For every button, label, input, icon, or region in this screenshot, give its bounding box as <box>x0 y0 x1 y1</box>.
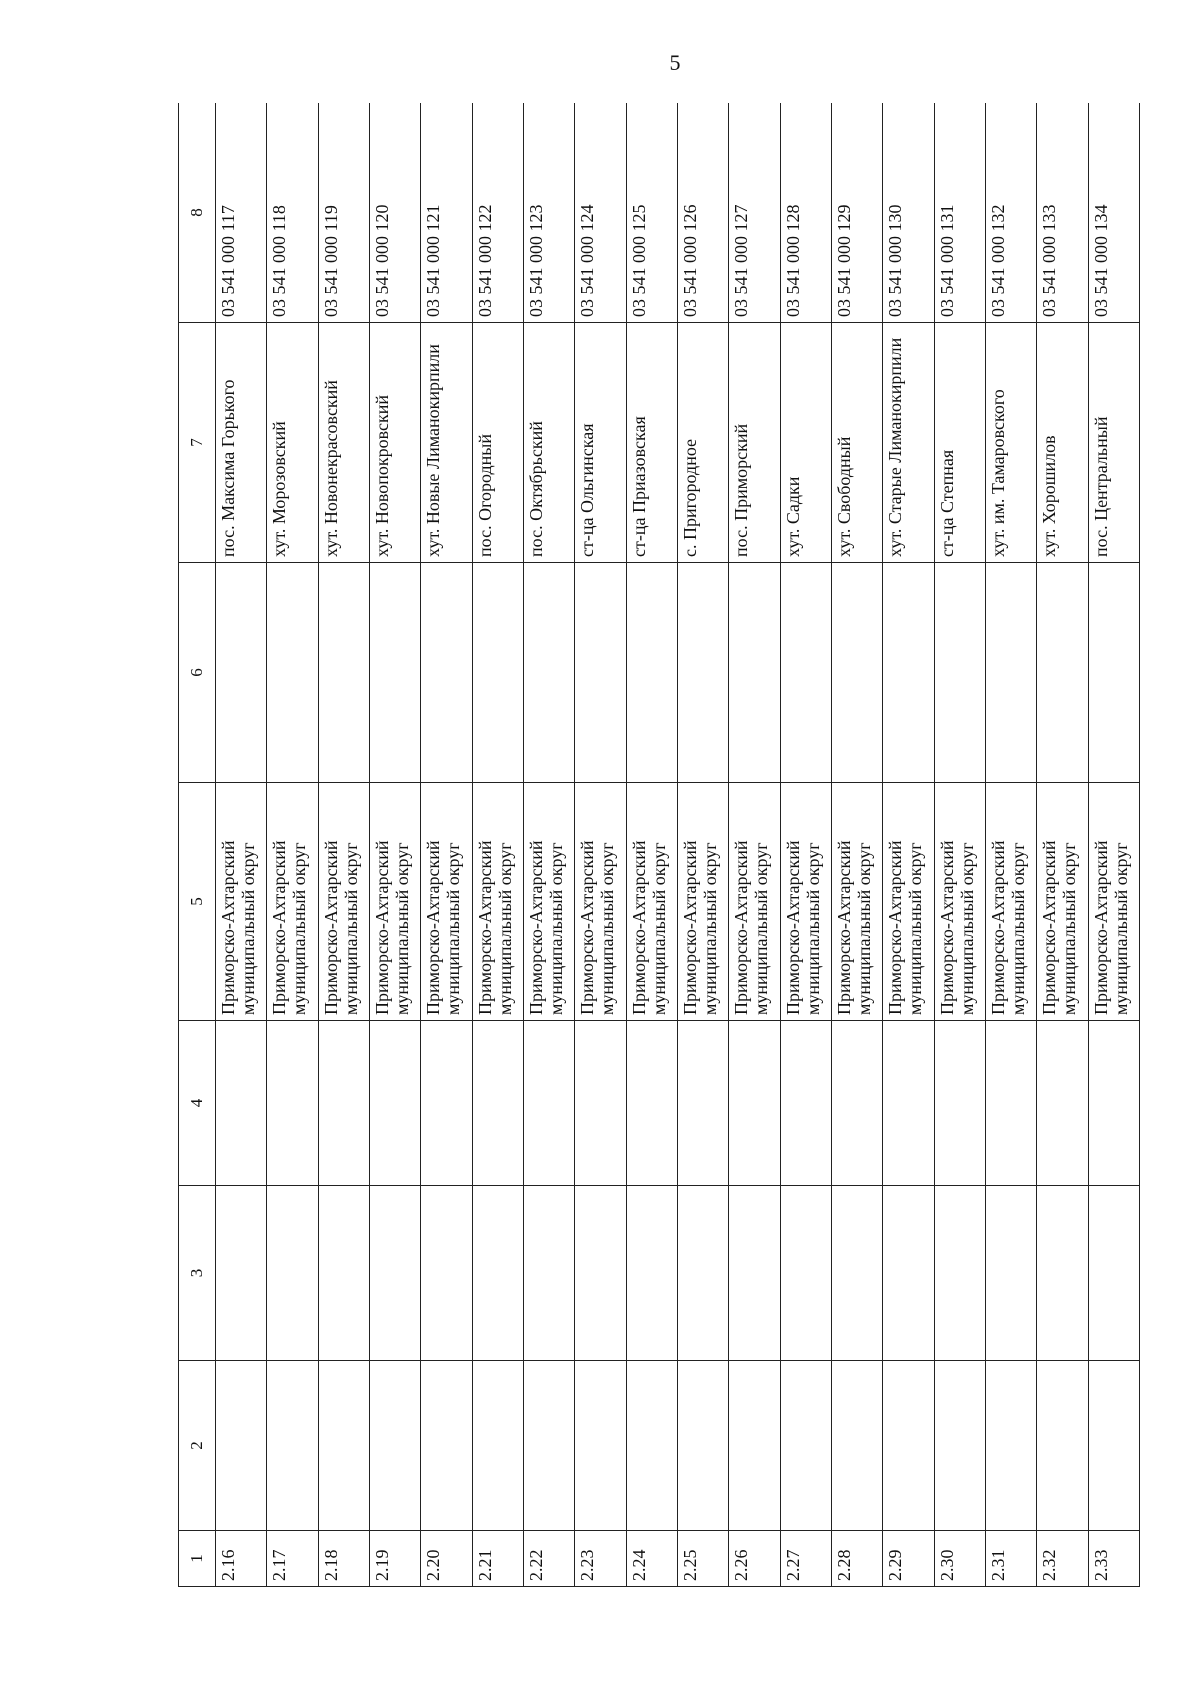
district-cell: Приморско-Ахтарский муниципальный округ <box>831 783 882 1021</box>
empty-cell-6 <box>369 563 420 783</box>
header-col-6: 6 <box>179 563 216 783</box>
table-row <box>780 103 831 1587</box>
empty-cell-3 <box>267 1186 318 1361</box>
settlement-cell: хут. Новопокровский <box>369 323 420 563</box>
empty-cell-6 <box>523 563 574 783</box>
district-cell: Приморско-Ахтарский муниципальный округ <box>985 783 1036 1021</box>
okato-code-cell: 03 541 000 120 <box>369 103 420 323</box>
empty-cell-2 <box>318 1361 369 1531</box>
district-cell: Приморско-Ахтарский муниципальный округ <box>1088 783 1139 1021</box>
row-number-cell: 2.21 <box>472 1531 523 1587</box>
okato-code-cell: 03 541 000 127 <box>729 103 780 323</box>
district-cell: Приморско-Ахтарский муниципальный округ <box>267 783 318 1021</box>
empty-cell-4 <box>677 1021 728 1186</box>
row-number-cell: 2.17 <box>267 1531 318 1587</box>
district-cell: Приморско-Ахтарский муниципальный округ <box>523 783 574 1021</box>
table-row <box>677 103 728 1587</box>
header-col-8: 8 <box>179 103 216 323</box>
empty-cell-3 <box>472 1186 523 1361</box>
district-cell: Приморско-Ахтарский муниципальный округ <box>677 783 728 1021</box>
district-cell: Приморско-Ахтарский муниципальный округ <box>883 783 934 1021</box>
settlement-cell: пос. Приморский <box>729 323 780 563</box>
empty-cell-6 <box>267 563 318 783</box>
empty-cell-3 <box>831 1186 882 1361</box>
okato-code-cell: 03 541 000 134 <box>1088 103 1139 323</box>
table-row <box>831 103 882 1587</box>
row-number-cell: 2.22 <box>523 1531 574 1587</box>
row-number-cell: 2.26 <box>729 1531 780 1587</box>
empty-cell-4 <box>369 1021 420 1186</box>
settlement-cell: хут. Свободный <box>831 323 882 563</box>
okato-code-cell: 03 541 000 121 <box>421 103 472 323</box>
page-number: 5 <box>669 50 681 75</box>
empty-cell-4 <box>780 1021 831 1186</box>
table-wrapper <box>178 103 1140 1587</box>
empty-cell-4 <box>729 1021 780 1186</box>
empty-cell-2 <box>729 1361 780 1531</box>
header-col-7: 7 <box>179 323 216 563</box>
row-number-cell: 2.30 <box>934 1531 985 1587</box>
empty-cell-3 <box>523 1186 574 1361</box>
row-number-cell: 2.31 <box>985 1531 1036 1587</box>
row-number-cell: 2.18 <box>318 1531 369 1587</box>
settlements-table <box>178 103 1140 1587</box>
empty-cell-6 <box>934 563 985 783</box>
okato-code-cell: 03 541 000 124 <box>575 103 626 323</box>
empty-cell-4 <box>523 1021 574 1186</box>
header-col-3: 3 <box>179 1186 216 1361</box>
settlement-cell: ст-ца Приазовская <box>626 323 677 563</box>
empty-cell-3 <box>985 1186 1036 1361</box>
empty-cell-3 <box>1088 1186 1139 1361</box>
empty-cell-2 <box>1037 1361 1088 1531</box>
district-cell: Приморско-Ахтарский муниципальный округ <box>216 783 267 1021</box>
empty-cell-4 <box>831 1021 882 1186</box>
table-row <box>626 103 677 1587</box>
empty-cell-4 <box>216 1021 267 1186</box>
table-row <box>575 103 626 1587</box>
empty-cell-6 <box>883 563 934 783</box>
empty-cell-3 <box>575 1186 626 1361</box>
settlement-cell: хут. Морозовский <box>267 323 318 563</box>
row-number-cell: 2.25 <box>677 1531 728 1587</box>
empty-cell-4 <box>1037 1021 1088 1186</box>
empty-cell-6 <box>1088 563 1139 783</box>
okato-code-cell: 03 541 000 117 <box>216 103 267 323</box>
header-col-5: 5 <box>179 783 216 1021</box>
empty-cell-4 <box>472 1021 523 1186</box>
empty-cell-3 <box>934 1186 985 1361</box>
empty-cell-6 <box>677 563 728 783</box>
empty-cell-6 <box>575 563 626 783</box>
table-row <box>318 103 369 1587</box>
empty-cell-2 <box>934 1361 985 1531</box>
row-number-cell: 2.28 <box>831 1531 882 1587</box>
empty-cell-3 <box>421 1186 472 1361</box>
row-number-cell: 2.23 <box>575 1531 626 1587</box>
settlement-cell: пос. Центральный <box>1088 323 1139 563</box>
district-cell: Приморско-Ахтарский муниципальный округ <box>626 783 677 1021</box>
header-col-1: 1 <box>179 1531 216 1587</box>
table-row <box>1037 103 1088 1587</box>
empty-cell-4 <box>883 1021 934 1186</box>
settlement-cell: пос. Огородный <box>472 323 523 563</box>
empty-cell-3 <box>780 1186 831 1361</box>
settlement-cell: ст-ца Ольгинская <box>575 323 626 563</box>
empty-cell-2 <box>216 1361 267 1531</box>
empty-cell-2 <box>421 1361 472 1531</box>
empty-cell-2 <box>985 1361 1036 1531</box>
empty-cell-2 <box>831 1361 882 1531</box>
district-cell: Приморско-Ахтарский муниципальный округ <box>421 783 472 1021</box>
empty-cell-4 <box>575 1021 626 1186</box>
row-number-cell: 2.27 <box>780 1531 831 1587</box>
empty-cell-2 <box>472 1361 523 1531</box>
okato-code-cell: 03 541 000 125 <box>626 103 677 323</box>
empty-cell-4 <box>626 1021 677 1186</box>
okato-code-cell: 03 541 000 126 <box>677 103 728 323</box>
table-row <box>523 103 574 1587</box>
empty-cell-6 <box>985 563 1036 783</box>
empty-cell-2 <box>369 1361 420 1531</box>
district-cell: Приморско-Ахтарский муниципальный округ <box>318 783 369 1021</box>
table-row <box>985 103 1036 1587</box>
empty-cell-4 <box>1088 1021 1139 1186</box>
empty-cell-3 <box>626 1186 677 1361</box>
district-cell: Приморско-Ахтарский муниципальный округ <box>934 783 985 1021</box>
table-row <box>421 103 472 1587</box>
settlement-cell: хут. Новонекрасовский <box>318 323 369 563</box>
table-row <box>369 103 420 1587</box>
okato-code-cell: 03 541 000 123 <box>523 103 574 323</box>
okato-code-cell: 03 541 000 128 <box>780 103 831 323</box>
settlement-cell: хут. Садки <box>780 323 831 563</box>
empty-cell-3 <box>729 1186 780 1361</box>
empty-cell-2 <box>523 1361 574 1531</box>
okato-code-cell: 03 541 000 130 <box>883 103 934 323</box>
rotated-table-frame <box>178 103 1140 1587</box>
okato-code-cell: 03 541 000 129 <box>831 103 882 323</box>
row-number-cell: 2.29 <box>883 1531 934 1587</box>
empty-cell-6 <box>729 563 780 783</box>
table-row <box>934 103 985 1587</box>
empty-cell-6 <box>780 563 831 783</box>
settlement-cell: пос. Максима Горького <box>216 323 267 563</box>
empty-cell-6 <box>831 563 882 783</box>
empty-cell-3 <box>318 1186 369 1361</box>
empty-cell-2 <box>575 1361 626 1531</box>
row-number-cell: 2.24 <box>626 1531 677 1587</box>
empty-cell-2 <box>677 1361 728 1531</box>
empty-cell-4 <box>934 1021 985 1186</box>
empty-cell-2 <box>780 1361 831 1531</box>
header-row <box>179 103 216 1587</box>
table-body <box>216 103 1140 1587</box>
okato-code-cell: 03 541 000 119 <box>318 103 369 323</box>
empty-cell-3 <box>883 1186 934 1361</box>
district-cell: Приморско-Ахтарский муниципальный округ <box>472 783 523 1021</box>
table-row <box>883 103 934 1587</box>
settlement-cell: хут. Новые Лиманокирпили <box>421 323 472 563</box>
district-cell: Приморско-Ахтарский муниципальный округ <box>1037 783 1088 1021</box>
okato-code-cell: 03 541 000 122 <box>472 103 523 323</box>
empty-cell-3 <box>1037 1186 1088 1361</box>
header-col-2: 2 <box>179 1361 216 1531</box>
okato-code-cell: 03 541 000 131 <box>934 103 985 323</box>
row-number-cell: 2.20 <box>421 1531 472 1587</box>
empty-cell-2 <box>1088 1361 1139 1531</box>
table-row <box>472 103 523 1587</box>
empty-cell-3 <box>216 1186 267 1361</box>
row-number-cell: 2.32 <box>1037 1531 1088 1587</box>
district-cell: Приморско-Ахтарский муниципальный округ <box>369 783 420 1021</box>
settlement-cell: с. Пригородное <box>677 323 728 563</box>
settlement-cell: хут. Старые Лиманокирпили <box>883 323 934 563</box>
district-cell: Приморско-Ахтарский муниципальный округ <box>575 783 626 1021</box>
settlement-cell: ст-ца Степная <box>934 323 985 563</box>
empty-cell-6 <box>318 563 369 783</box>
empty-cell-2 <box>267 1361 318 1531</box>
row-number-cell: 2.16 <box>216 1531 267 1587</box>
empty-cell-3 <box>369 1186 420 1361</box>
empty-cell-4 <box>985 1021 1036 1186</box>
row-number-cell: 2.19 <box>369 1531 420 1587</box>
empty-cell-6 <box>1037 563 1088 783</box>
row-number-cell: 2.33 <box>1088 1531 1139 1587</box>
table-row <box>1088 103 1139 1587</box>
empty-cell-4 <box>421 1021 472 1186</box>
settlement-cell: хут. Хорошилов <box>1037 323 1088 563</box>
table-row <box>216 103 267 1587</box>
settlement-cell: хут. им. Тамаровского <box>985 323 1036 563</box>
empty-cell-2 <box>626 1361 677 1531</box>
empty-cell-3 <box>677 1186 728 1361</box>
district-cell: Приморско-Ахтарский муниципальный округ <box>780 783 831 1021</box>
settlement-cell: пос. Октябрьский <box>523 323 574 563</box>
table-row <box>267 103 318 1587</box>
header-col-4: 4 <box>179 1021 216 1186</box>
empty-cell-6 <box>472 563 523 783</box>
okato-code-cell: 03 541 000 133 <box>1037 103 1088 323</box>
okato-code-cell: 03 541 000 132 <box>985 103 1036 323</box>
table-row <box>729 103 780 1587</box>
empty-cell-6 <box>626 563 677 783</box>
empty-cell-6 <box>216 563 267 783</box>
empty-cell-2 <box>883 1361 934 1531</box>
empty-cell-4 <box>267 1021 318 1186</box>
district-cell: Приморско-Ахтарский муниципальный округ <box>729 783 780 1021</box>
empty-cell-4 <box>318 1021 369 1186</box>
okato-code-cell: 03 541 000 118 <box>267 103 318 323</box>
empty-cell-6 <box>421 563 472 783</box>
